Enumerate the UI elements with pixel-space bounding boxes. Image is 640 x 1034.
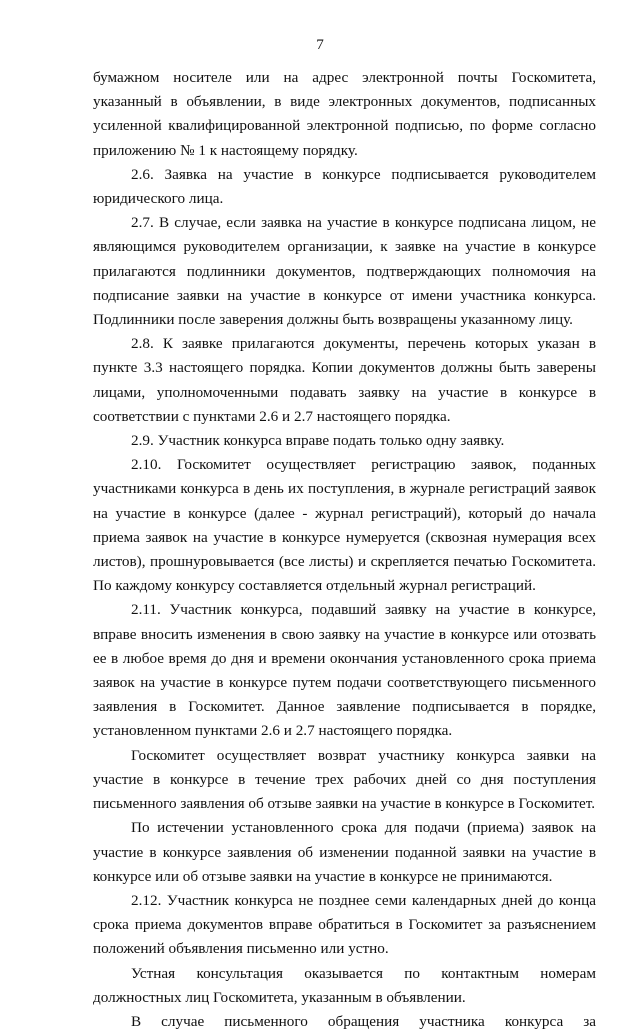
paragraph-2-7: 2.7. В случае, если заявка на участие в конкурсе подписана лицом, не являющимся руководителем организации, к заявке на участие в конкурсе прилагаются подлинники документов, подтверждающих полномочия на подписание заявки на участие в конкурсе от имени участника конкурса. Подлинники после заверения должны быть возвращены указанному лицу. xyxy=(93,214,596,329)
paragraph-continuation: бумажном носителе или на адрес электронной почты Госкомитета, указанный в объявлении, в виде электронных документов, подписанных усиленной квалифицированной электронной подписью, по форме согласно приложению № 1 к настоящему порядку. xyxy=(93,69,596,159)
paragraph-2-10: 2.10. Госкомитет осуществляет регистрацию заявок, поданных участниками конкурса в день их поступления, в журнале регистраций заявок на участие в конкурсе (далее - журнал регистраций), который до начала приема заявок на участие в конкурсе нумеруется (сквозная нумерация всех листов), прошнуровывается (все листы) и скрепляется печатью Госкомитета. По каждому конкурсу составляется отдельный журнал регистраций. xyxy=(93,456,596,595)
paragraph-2-8: 2.8. К заявке прилагаются документы, перечень которых указан в пункте 3.3 настоящего порядка. Копии документов должны быть заверены лицами, уполномоченными подавать заявку на участие в конкурсе в соответствии с пунктами 2.6 и 2.7 настоящего порядка. xyxy=(93,335,596,425)
paragraph-2-6: 2.6. Заявка на участие в конкурсе подписывается руководителем юридического лица. xyxy=(93,165,596,208)
paragraph-oral-consultation: Устная консультация оказывается по контактным номерам должностных лиц Госкомитета, указанным в объявлении. xyxy=(93,964,596,1006)
paragraph-written-request: В случае письменного обращения участника конкурса за xyxy=(131,1012,596,1030)
page-number: 7 xyxy=(316,36,324,53)
paragraph-2-12: 2.12. Участник конкурса не позднее семи календарных дней до конца срока приема документов вправе обратиться в Госкомитет за разъяснением положений объявления письменно или устно. xyxy=(93,891,596,958)
paragraph-return-of-application: Госкомитет осуществляет возврат участнику конкурса заявки на участие в конкурсе в течение трех рабочих дней со дня поступления письменного заявления об отзыве заявки на участие в конкурсе в Госкомитет. xyxy=(93,746,596,813)
document-body xyxy=(93,66,596,1034)
paragraph-2-9: 2.9. Участник конкурса вправе подать только одну заявку. xyxy=(131,432,505,450)
paragraph-deadline-expiry: По истечении установленного срока для подачи (приема) заявок на участие в конкурсе заявления об изменении поданной заявки на участие в конкурсе или об отзыве заявки на участие в конкурсе не принимаются. xyxy=(93,819,596,885)
paragraph-2-11: 2.11. Участник конкурса, подавший заявку на участие в конкурсе, вправе вносить изменения в свою заявку на участие в конкурсе или отозвать ее в любое время до дня и времени окончания установленного срока приема заявок на участие в конкурсе путем подачи соответствующего письменного заявления в Госкомитет. Данное заявление подписывается в порядке, установленном пунктами 2.6 и 2.7 настоящего порядка. xyxy=(93,601,596,740)
